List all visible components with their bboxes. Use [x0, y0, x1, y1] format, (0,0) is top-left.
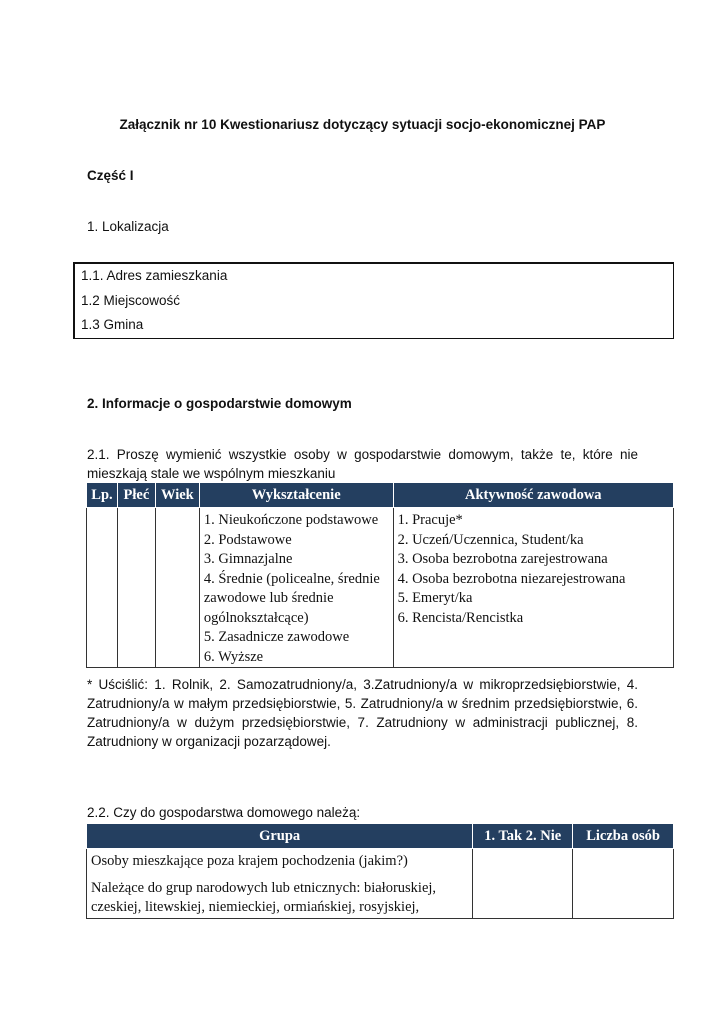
list-item: 6. Rencista/Rencistka [397, 609, 524, 626]
cell-age[interactable] [155, 508, 199, 668]
table-row [87, 849, 674, 919]
col-header-age: Wiek [155, 483, 199, 508]
household-groups-table [86, 823, 674, 919]
list-item: 2. Uczeń/Uczennica, Student/ka [397, 531, 584, 548]
list-item: 5. Zasadnicze zawodowe [203, 629, 350, 645]
col-header-group: Grupa [87, 824, 473, 849]
list-item: 1. Nieukończone podstawowe [203, 512, 379, 528]
cell-lp[interactable] [87, 508, 118, 668]
address-row: 1.1. Adres zamieszkania [81, 268, 228, 283]
count-cell[interactable] [573, 849, 674, 919]
yes-no-cell[interactable] [473, 849, 573, 919]
list-item: 1. Pracuje* [397, 512, 463, 528]
group-row-abroad: Osoby mieszkające poza krajem pochodzenia (jakim?) [91, 853, 408, 869]
col-header-education: Wykształcenie [199, 483, 393, 508]
cell-sex[interactable] [117, 508, 155, 668]
question-2-2: 2.2. Czy do gospodarstwa domowego należą: [87, 805, 361, 820]
list-item: 3. Osoba bezrobotna zarejestrowana [397, 551, 608, 567]
list-item: 2. Podstawowe [203, 531, 292, 548]
col-header-sex: Płeć [117, 483, 155, 508]
col-header-lp: Lp. [87, 483, 118, 508]
table-row [87, 508, 674, 668]
activity-options [393, 508, 673, 668]
table-header-row [87, 483, 674, 508]
part-heading: Część I [87, 168, 134, 183]
town-row: 1.2 Miejscowość [81, 292, 181, 308]
col-header-activity: Aktywność zawodowa [393, 483, 673, 508]
location-box [73, 262, 674, 339]
col-header-yes-no: 1. Tak 2. Nie [473, 824, 573, 849]
section-1-heading: 1. Lokalizacja [87, 219, 169, 234]
group-cell [87, 849, 473, 919]
group-row-minorities: Należące do grup narodowych lub etnicznych: białoruskiej, czeskiej, litewskiej, niemieckiej, ormiańskiej, rosyjskiej, [91, 879, 437, 915]
list-item: 5. Emeryt/ka [397, 590, 473, 606]
list-item: 3. Gimnazjalne [203, 551, 293, 567]
document-title: Załącznik nr 10 Kwestionariusz dotyczący sytuacji socjo-ekonomicznej PAP [119, 117, 606, 132]
footnote: * Uściślić: 1. Rolnik, 2. Samozatrudniony/a, 3.Zatrudniony/a w mikroprzedsiębiorstwie, 4. Zatrudniony/a w małym przedsiębiorstwie, 5. Zatrudniony/a w średnim przedsiębiorstwie, 6. Zatrudniony/a w dużym przedsiębiorstwie, 7. Zatrudniony w administracji publicznej, 8. Zatrudniony w organizacji pozarządowej. [87, 677, 638, 749]
question-2-1: 2.1. Proszę wymienić wszystkie osoby w gospodarstwie domowym, także te, które nie mieszkają stale we wspólnym mieszkaniu [87, 447, 638, 481]
commune-row: 1.3 Gmina [81, 317, 144, 332]
list-item: 4. Osoba bezrobotna niezarejestrowana [397, 570, 626, 587]
section-2-heading: 2. Informacje o gospodarstwie domowym [87, 396, 352, 411]
list-item: 6. Wyższe [203, 648, 264, 665]
education-options [199, 508, 393, 668]
table-header-row [87, 824, 674, 849]
list-item: 4. Średnie (policealne, średnie zawodowe lub średnie ogólnokształcące) [203, 570, 380, 626]
col-header-count: Liczba osób [573, 824, 674, 849]
household-members-table [86, 482, 674, 668]
